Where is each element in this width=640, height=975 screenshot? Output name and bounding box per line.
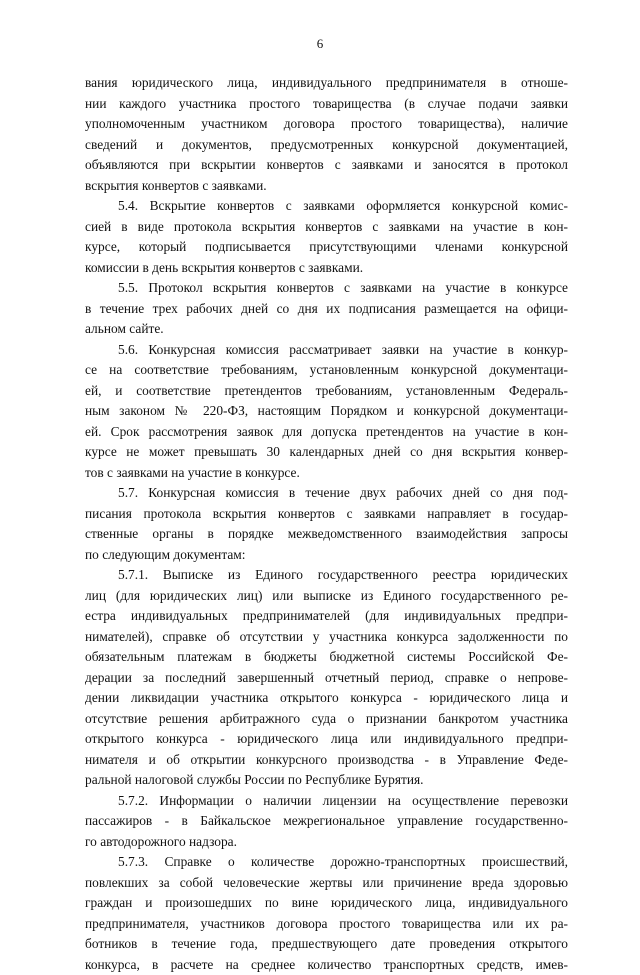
text-line: нимателя и об открытии конкурсного производства - в Управление Федe- bbox=[85, 750, 568, 771]
text-line: отсутствие решения арбитражного суда о признании банкротом участника bbox=[85, 709, 568, 730]
text-line: ным законом № 220-ФЗ, настоящим Порядком и конкурсной документаци- bbox=[85, 401, 568, 422]
paragraph-5-6 bbox=[85, 340, 568, 484]
text-line: альном сайте. bbox=[85, 319, 568, 340]
text-line: 5.4. Вскрытие конвертов с заявками оформляется конкурсной комис- bbox=[85, 196, 568, 217]
text-line: се на соответствие требованиям, установленным конкурсной документаци- bbox=[85, 360, 568, 381]
text-line: курсе, который подписывается присутствующими членами конкурсной bbox=[85, 237, 568, 258]
text-line: курсе не может превышать 30 календарных дней со дня вскрытия конвер- bbox=[85, 442, 568, 463]
text-line: дерации за последний завершенный отчетный период, справке о непрове- bbox=[85, 668, 568, 689]
text-line: го автодорожного надзора. bbox=[85, 832, 568, 853]
text-line: в течение трех рабочих дней со дня их подписания размещается на офици- bbox=[85, 299, 568, 320]
text-line: комиссии в день вскрытия конвертов с заявками. bbox=[85, 258, 568, 279]
text-line: нии каждого участника простого товарищества (в случае подачи заявки bbox=[85, 94, 568, 115]
text-line: 5.6. Конкурсная комиссия рассматривает заявки на участие в конкур- bbox=[85, 340, 568, 361]
paragraph-5-7 bbox=[85, 483, 568, 565]
text-line: конкурса, в расчете на среднее количество транспортных средств, имев- bbox=[85, 955, 568, 975]
text-line: ральной налоговой службы России по Республике Бурятия. bbox=[85, 770, 568, 791]
document-body bbox=[85, 73, 568, 975]
page-number: 6 bbox=[0, 36, 640, 52]
text-line: тов с заявками на участие в конкурсе. bbox=[85, 463, 568, 484]
text-line: ей. Срок рассмотрения заявок для допуска претендентов на участие в кон- bbox=[85, 422, 568, 443]
paragraph-5-5 bbox=[85, 278, 568, 340]
text-line: граждан и произошедших по вине юридического лица, индивидуального bbox=[85, 893, 568, 914]
text-line: по следующим документам: bbox=[85, 545, 568, 566]
text-line: 5.7.2. Информации о наличии лицензии на осуществление перевозки bbox=[85, 791, 568, 812]
text-line: 5.7.3. Справке о количестве дорожно-транспортных происшествий, bbox=[85, 852, 568, 873]
text-line: повлекших за собой человеческие жертвы или причинение вреда здоровью bbox=[85, 873, 568, 894]
text-line: вания юридического лица, индивидуального предпринимателя в отноше- bbox=[85, 73, 568, 94]
text-line: 5.5. Протокол вскрытия конвертов с заявками на участие в конкурсе bbox=[85, 278, 568, 299]
text-line: уполномоченным участником договора простого товарищества), наличие bbox=[85, 114, 568, 135]
text-line: 5.7. Конкурсная комиссия в течение двух рабочих дней со дня под- bbox=[85, 483, 568, 504]
text-line: вскрытия конвертов с заявками. bbox=[85, 176, 568, 197]
text-line: объявляются при вскрытии конвертов с заявками и заносятся в протокол bbox=[85, 155, 568, 176]
text-line: сией в виде протокола вскрытия конвертов с заявками на участие в кон- bbox=[85, 217, 568, 238]
paragraph-5-7-1 bbox=[85, 565, 568, 791]
text-line: дении ликвидации участника открытого конкурса - юридического лица и bbox=[85, 688, 568, 709]
paragraph-5-4 bbox=[85, 196, 568, 278]
text-line: 5.7.1. Выписке из Единого государственного реестра юридических bbox=[85, 565, 568, 586]
text-line: пассажиров - в Байкальское межрегиональное управление государственно- bbox=[85, 811, 568, 832]
text-line: обязательным платежам в бюджеты бюджетной системы Российской Фе- bbox=[85, 647, 568, 668]
text-line: открытого конкурса - юридического лица или индивидуального предпри- bbox=[85, 729, 568, 750]
text-line: естра индивидуальных предпринимателей (для индивидуальных предпри- bbox=[85, 606, 568, 627]
paragraph-5-7-2 bbox=[85, 791, 568, 853]
text-line: ботников в течение года, предшествующего дате проведения открытого bbox=[85, 934, 568, 955]
text-line: нимателей), справке об отсутствии у участника конкурса задолженности по bbox=[85, 627, 568, 648]
paragraph-5-7-3 bbox=[85, 852, 568, 975]
text-line: лиц (для юридических лиц) или выписке из Единого государственного ре- bbox=[85, 586, 568, 607]
paragraph-continuation bbox=[85, 73, 568, 196]
text-line: предпринимателя, участников договора простого товарищества или их ра- bbox=[85, 914, 568, 935]
text-line: сведений и документов, предусмотренных конкурсной документацией, bbox=[85, 135, 568, 156]
text-line: ственные органы в порядке межведомственного взаимодействия запросы bbox=[85, 524, 568, 545]
text-line: писания протокола вскрытия конвертов с заявками направляет в государ- bbox=[85, 504, 568, 525]
text-line: ей, и соответствие претендентов требованиям, установленным Федераль- bbox=[85, 381, 568, 402]
